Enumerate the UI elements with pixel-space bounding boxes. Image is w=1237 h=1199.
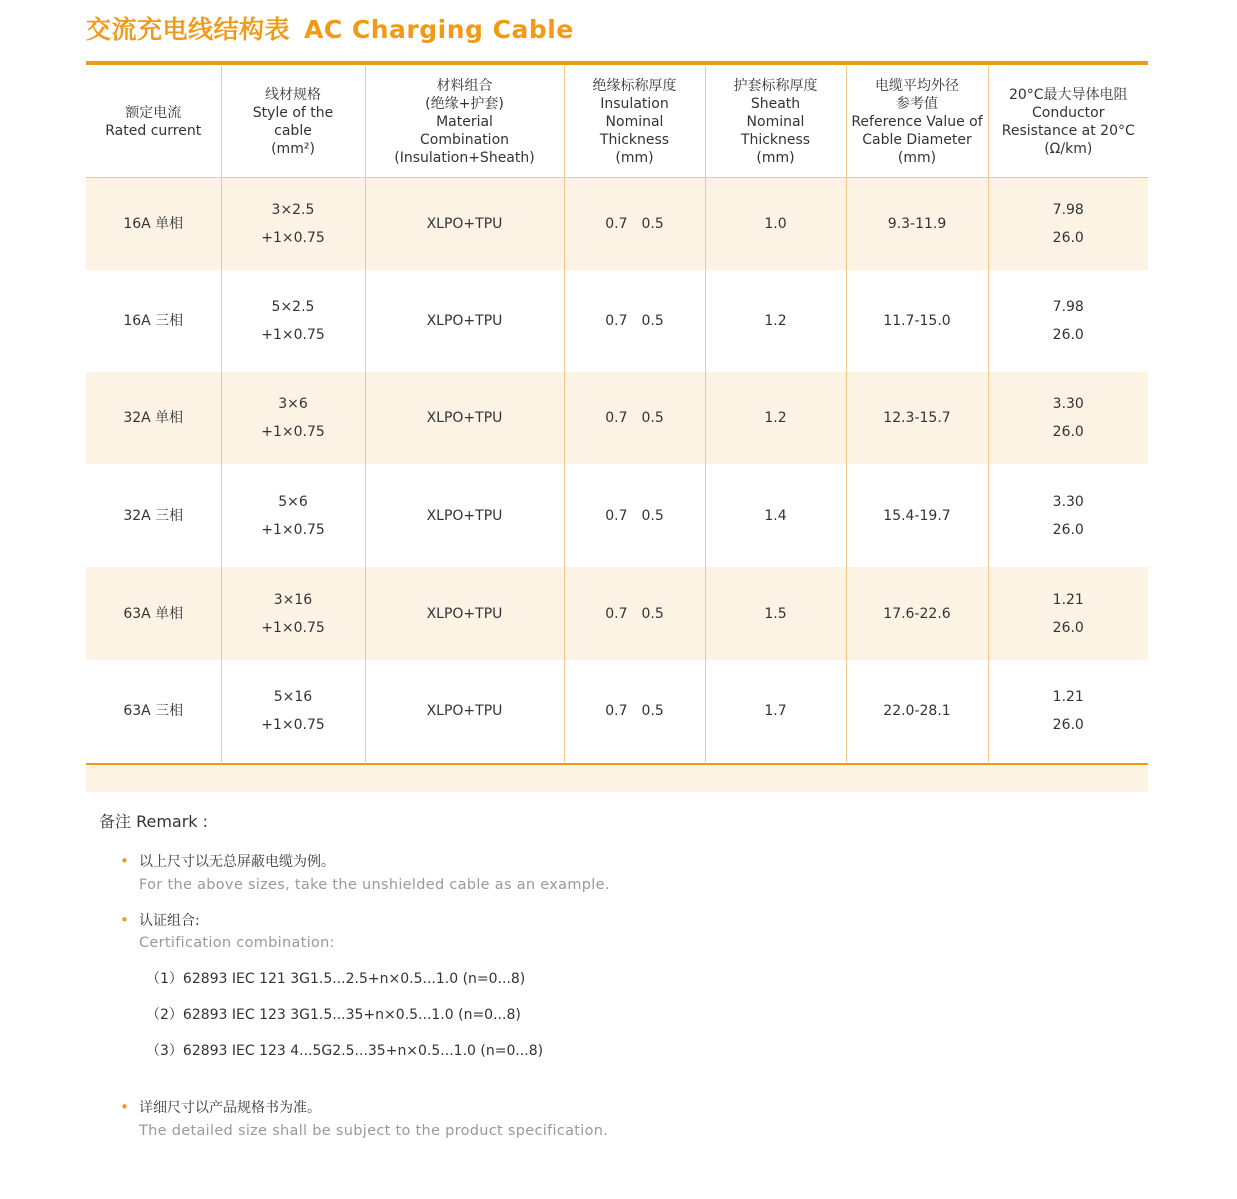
- table-row: [86, 567, 1148, 660]
- cell-rated: 32A 单相: [86, 372, 221, 464]
- cell-material: XLPO+TPU: [365, 567, 564, 660]
- bullet-icon: •: [120, 911, 129, 929]
- note-zh: 以上尺寸以无总屏蔽电缆为例。: [139, 854, 335, 870]
- cell-insulation: 0.7 0.5: [564, 660, 705, 762]
- cell-style: 3×6 +1×0.75: [221, 372, 365, 464]
- cell-diameter: 22.0-28.1: [846, 660, 988, 762]
- cell-style: 3×16 +1×0.75: [221, 567, 365, 660]
- cell-sheath: 1.0: [705, 178, 846, 271]
- cell-sheath: 1.2: [705, 270, 846, 372]
- cell-insulation: 0.7 0.5: [564, 270, 705, 372]
- cell-diameter: 9.3-11.9: [846, 178, 988, 271]
- cell-diameter: 17.6-22.6: [846, 567, 988, 660]
- cell-style: 5×2.5 +1×0.75: [221, 270, 365, 372]
- table-row: [86, 178, 1148, 271]
- header-material: 材料组合 (绝缘+护套) Material Combination (Insulation+Sheath): [365, 66, 564, 178]
- table-row: [86, 660, 1148, 762]
- cell-rated: 16A 单相: [86, 178, 221, 271]
- cell-material: XLPO+TPU: [365, 270, 564, 372]
- cell-sheath: 1.2: [705, 372, 846, 464]
- header-diameter: 电缆平均外径 参考值 Reference Value of Cable Diameter (mm): [846, 66, 988, 178]
- top-rule: [86, 61, 1148, 65]
- cell-insulation: 0.7 0.5: [564, 372, 705, 464]
- note-en: The detailed size shall be subject to the product specification.: [139, 1123, 609, 1139]
- table-row: [86, 372, 1148, 464]
- cell-sheath: 1.7: [705, 660, 846, 762]
- cell-rated: 63A 三相: [86, 660, 221, 762]
- cell-rated: 16A 三相: [86, 270, 221, 372]
- cell-rated: 32A 三相: [86, 464, 221, 567]
- cell-resistance: 3.30 26.0: [988, 464, 1148, 567]
- header-sheath: 护套标称厚度 Sheath Nominal Thickness (mm): [705, 66, 846, 178]
- remark-note-1: [120, 851, 335, 871]
- cell-material: XLPO+TPU: [365, 660, 564, 762]
- cell-diameter: 12.3-15.7: [846, 372, 988, 464]
- header-insulation: 绝缘标称厚度 Insulation Nominal Thickness (mm): [564, 66, 705, 178]
- certification-item: （3）62893 IEC 123 4...5G2.5...35+n×0.5...1.0 (n=0...8): [146, 1043, 544, 1059]
- note-zh: 详细尺寸以产品规格书为准。: [139, 1100, 321, 1116]
- cell-resistance: 7.98 26.0: [988, 178, 1148, 271]
- cell-resistance: 1.21 26.0: [988, 567, 1148, 660]
- certification-item: （1）62893 IEC 121 3G1.5...2.5+n×0.5...1.0 (n=0...8): [146, 971, 526, 987]
- header-rated-current: 额定电流 Rated current: [86, 66, 221, 178]
- bullet-icon: •: [120, 1098, 129, 1116]
- note-en: For the above sizes, take the unshielded cable as an example.: [139, 877, 610, 893]
- bullet-icon: •: [120, 852, 129, 870]
- header-style: 线材规格 Style of the cable (mm²): [221, 66, 365, 178]
- table-row: [86, 464, 1148, 567]
- cell-sheath: 1.4: [705, 464, 846, 567]
- note-en: Certification combination:: [139, 935, 335, 951]
- cell-insulation: 0.7 0.5: [564, 178, 705, 271]
- note-zh: 认证组合:: [139, 913, 200, 929]
- remark-title: 备注 Remark :: [99, 812, 209, 831]
- remark-note-2: [120, 910, 200, 930]
- bottom-band: [86, 765, 1148, 792]
- table-row: [86, 270, 1148, 372]
- header-row: [86, 66, 1148, 178]
- spec-table: [86, 66, 1148, 762]
- cell-insulation: 0.7 0.5: [564, 567, 705, 660]
- cell-diameter: 15.4-19.7: [846, 464, 988, 567]
- cell-style: 3×2.5 +1×0.75: [221, 178, 365, 271]
- cell-material: XLPO+TPU: [365, 372, 564, 464]
- cell-rated: 63A 单相: [86, 567, 221, 660]
- cell-resistance: 7.98 26.0: [988, 270, 1148, 372]
- certification-item: （2）62893 IEC 123 3G1.5...35+n×0.5...1.0 (n=0...8): [146, 1007, 521, 1023]
- cell-diameter: 11.7-15.0: [846, 270, 988, 372]
- header-resistance: 20°C最大导体电阻 Conductor Resistance at 20°C (Ω/km): [988, 66, 1148, 178]
- cell-resistance: 3.30 26.0: [988, 372, 1148, 464]
- cell-material: XLPO+TPU: [365, 464, 564, 567]
- remark-note-3: [120, 1097, 321, 1117]
- page-title: [86, 10, 574, 46]
- cell-style: 5×16 +1×0.75: [221, 660, 365, 762]
- cell-style: 5×6 +1×0.75: [221, 464, 365, 567]
- cell-resistance: 1.21 26.0: [988, 660, 1148, 762]
- cell-material: XLPO+TPU: [365, 178, 564, 271]
- title-en: AC Charging Cable: [304, 15, 574, 44]
- cell-insulation: 0.7 0.5: [564, 464, 705, 567]
- cell-sheath: 1.5: [705, 567, 846, 660]
- title-zh: 交流充电线结构表: [86, 15, 291, 44]
